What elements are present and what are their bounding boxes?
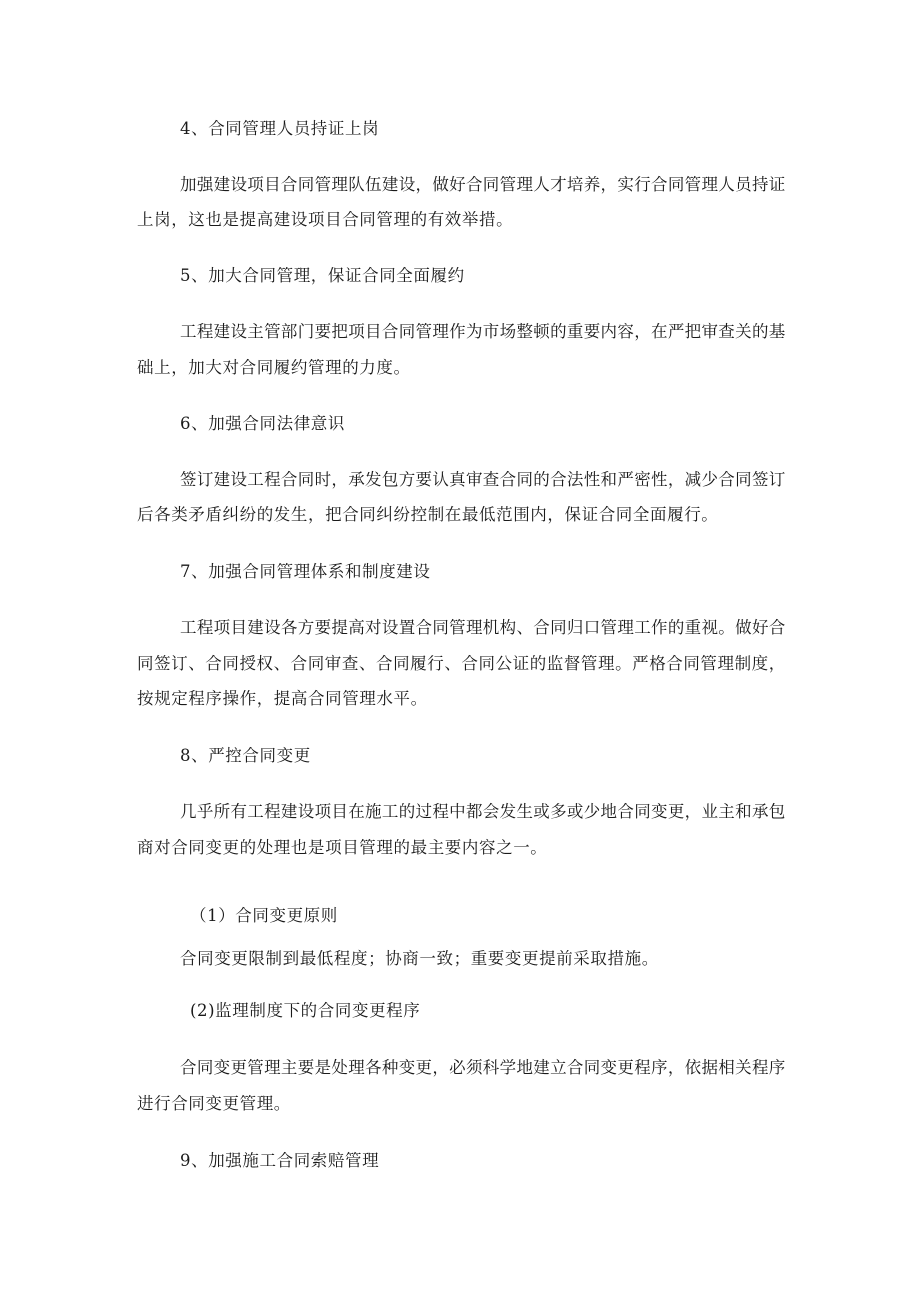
- paragraph-line: 础上，加大对合同履约管理的力度。: [137, 358, 411, 377]
- section-heading: 6、加强合同法律意识: [180, 414, 345, 433]
- section-heading: 7、加强合同管理体系和制度建设: [180, 562, 431, 581]
- subsection-heading: (2)监理制度下的合同变更程序: [190, 1001, 421, 1020]
- paragraph-line: 合同变更限制到最低程度；协商一致；重要变更提前采取措施。: [180, 949, 659, 968]
- paragraph-line: 工程项目建设各方要提高对设置合同管理机构、合同归口管理工作的重视。做好合: [180, 618, 786, 637]
- subsection-heading: （1）合同变更原则: [190, 906, 338, 925]
- paragraph-line: 进行合同变更管理。: [137, 1094, 291, 1113]
- paragraph-line: 同签订、合同授权、合同审查、合同履行、合同公证的监督管理。严格合同管理制度，: [137, 654, 786, 673]
- paragraph-line: 按规定程序操作，提高合同管理水平。: [137, 689, 428, 708]
- paragraph-line: 几乎所有工程建设项目在施工的过程中都会发生或多或少地合同变更，业主和承包: [180, 802, 786, 821]
- paragraph-line: 合同变更管理主要是处理各种变更，必须科学地建立合同变更程序，依据相关程序: [180, 1058, 786, 1077]
- paragraph-line: 签订建设工程合同时，承发包方要认真审查合同的合法性和严密性，减少合同签订: [180, 470, 786, 489]
- paragraph-line: 商对合同变更的处理也是项目管理的最主要内容之一。: [137, 838, 548, 857]
- paragraph-line: 上岗，这也是提高建设项目合同管理的有效举措。: [137, 210, 514, 229]
- paragraph-line: 工程建设主管部门要把项目合同管理作为市场整顿的重要内容，在严把审查关的基: [180, 322, 786, 341]
- section-heading: 4、合同管理人员持证上岗: [180, 119, 380, 138]
- paragraph-line: 加强建设项目合同管理队伍建设，做好合同管理人才培养，实行合同管理人员持证: [180, 175, 786, 194]
- section-heading: 5、加大合同管理，保证合同全面履约: [180, 266, 465, 285]
- section-heading: 9、加强施工合同索赔管理: [180, 1151, 380, 1170]
- section-heading: 8、严控合同变更: [180, 746, 311, 765]
- paragraph-line: 后各类矛盾纠纷的发生，把合同纠纷控制在最低范围内，保证合同全面履行。: [137, 505, 719, 524]
